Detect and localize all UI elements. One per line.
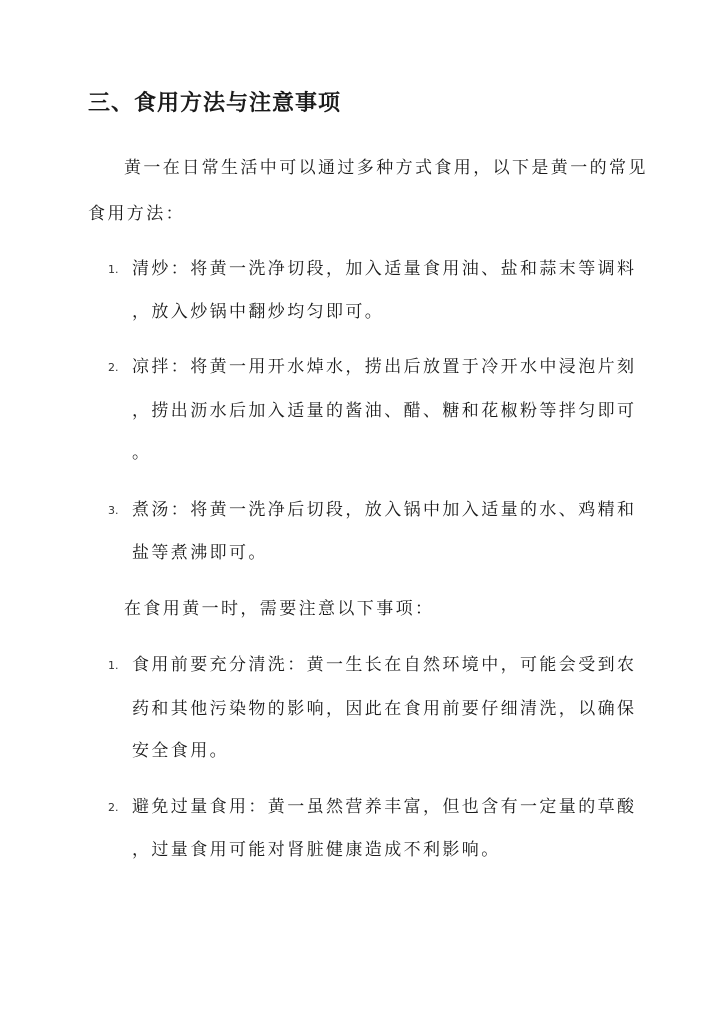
notice-1-number: 1. (108, 659, 119, 672)
method-1-number: 1. (108, 263, 119, 276)
method-2-line-3: 。 (132, 443, 152, 463)
notice-2-number: 2. (108, 801, 119, 814)
notice-2-line-1: 避免过量食用：黄一虽然营养丰富，但也含有一定量的草酸 (132, 797, 637, 817)
notice-1-line-3: 安全食用。 (132, 741, 229, 761)
method-2-line-1: 凉拌：将黄一用开水焯水，捞出后放置于冷开水中浸泡片刻 (132, 357, 637, 377)
section-heading: 三、食用方法与注意事项 (88, 91, 342, 116)
method-1-line-2: ，放入炒锅中翻炒均匀即可。 (132, 302, 385, 322)
notice-intro: 在食用黄一时，需要注意以下事项： (124, 599, 435, 619)
method-2-number: 2. (108, 361, 119, 374)
method-2-line-2: ，捞出沥水后加入适量的酱油、醋、糖和花椒粉等拌匀即可 (132, 401, 637, 421)
method-3-number: 3. (108, 504, 119, 517)
notice-1-line-1: 食用前要充分清洗：黄一生长在自然环境中，可能会受到农 (132, 655, 637, 675)
method-3-line-2: 盐等煮沸即可。 (132, 543, 268, 563)
method-3-line-1: 煮汤：将黄一洗净后切段，放入锅中加入适量的水、鸡精和 (132, 500, 637, 520)
notice-1-line-2: 药和其他污染物的影响，因此在食用前要仔细清洗，以确保 (132, 699, 637, 719)
method-1-line-1: 清炒：将黄一洗净切段，加入适量食用油、盐和蒜末等调料 (132, 259, 637, 279)
intro-line-1: 黄一在日常生活中可以通过多种方式食用，以下是黄一的常见 (124, 158, 648, 178)
notice-2-line-2: ，过量食用可能对肾脏健康造成不利影响。 (132, 840, 501, 860)
intro-line-2: 食用方法： (88, 204, 185, 224)
